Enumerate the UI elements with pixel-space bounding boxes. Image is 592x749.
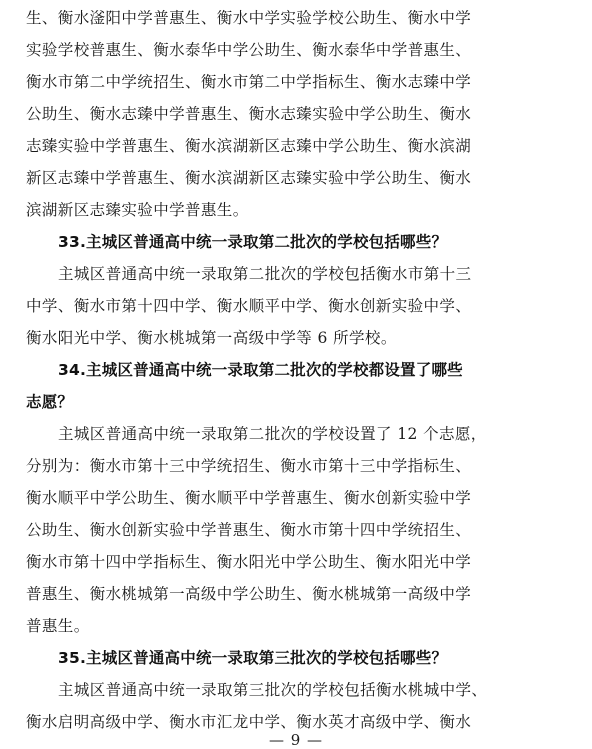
answer-paragraph-34: 主城区普通高中统一录取第二批次的学校设置了 12 个志愿， bbox=[58, 425, 487, 443]
body-text-line: 新区志臻中学普惠生、衡水滨湖新区志臻实验中学公助生、衡水 bbox=[26, 169, 472, 187]
body-text-line: 公助生、衡水志臻中学普惠生、衡水志臻实验中学公助生、衡水 bbox=[26, 105, 472, 123]
question-heading-34-continued: 志愿？ bbox=[26, 393, 74, 411]
question-heading-33: 33.主城区普通高中统一录取第二批次的学校包括哪些？ bbox=[58, 233, 448, 251]
answer-paragraph-35: 主城区普通高中统一录取第三批次的学校包括衡水桃城中学、 bbox=[58, 681, 488, 699]
body-text-line: 普惠生、衡水桃城第一高级中学公助生、衡水桃城第一高级中学 bbox=[26, 585, 472, 603]
body-text-line: 志臻实验中学普惠生、衡水滨湖新区志臻中学公助生、衡水滨湖 bbox=[26, 137, 472, 155]
body-text-line: 生、衡水滏阳中学普惠生、衡水中学实验学校公助生、衡水中学 bbox=[26, 9, 472, 27]
body-text-line: 分别为：衡水市第十三中学统招生、衡水市第十三中学指标生、 bbox=[26, 457, 472, 475]
question-heading-34: 34.主城区普通高中统一录取第二批次的学校都设置了哪些 bbox=[58, 361, 463, 379]
body-text-line: 衡水市第二中学统招生、衡水市第二中学指标生、衡水志臻中学 bbox=[26, 73, 472, 91]
body-text-line: 衡水启明高级中学、衡水市汇龙中学、衡水英才高级中学、衡水 bbox=[26, 713, 472, 731]
body-text-line: 衡水顺平中学公助生、衡水顺平中学普惠生、衡水创新实验中学 bbox=[26, 489, 472, 507]
question-heading-35: 35.主城区普通高中统一录取第三批次的学校包括哪些？ bbox=[58, 649, 448, 667]
body-text-line: 普惠生。 bbox=[26, 617, 90, 635]
answer-paragraph-33: 主城区普通高中统一录取第二批次的学校包括衡水市第十三 bbox=[58, 265, 472, 283]
page-number: — 9 — bbox=[268, 731, 324, 749]
body-text-line: 公助生、衡水创新实验中学普惠生、衡水市第十四中学统招生、 bbox=[26, 521, 472, 539]
body-text-line: 中学、衡水市第十四中学、衡水顺平中学、衡水创新实验中学、 bbox=[26, 297, 472, 315]
body-text-line: 实验学校普惠生、衡水泰华中学公助生、衡水泰华中学普惠生、 bbox=[26, 41, 472, 59]
body-text-line: 衡水市第十四中学指标生、衡水阳光中学公助生、衡水阳光中学 bbox=[26, 553, 472, 571]
body-text-line: 衡水阳光中学、衡水桃城第一高级中学等 6 所学校。 bbox=[26, 329, 397, 347]
body-text-line: 滨湖新区志臻实验中学普惠生。 bbox=[26, 201, 249, 219]
